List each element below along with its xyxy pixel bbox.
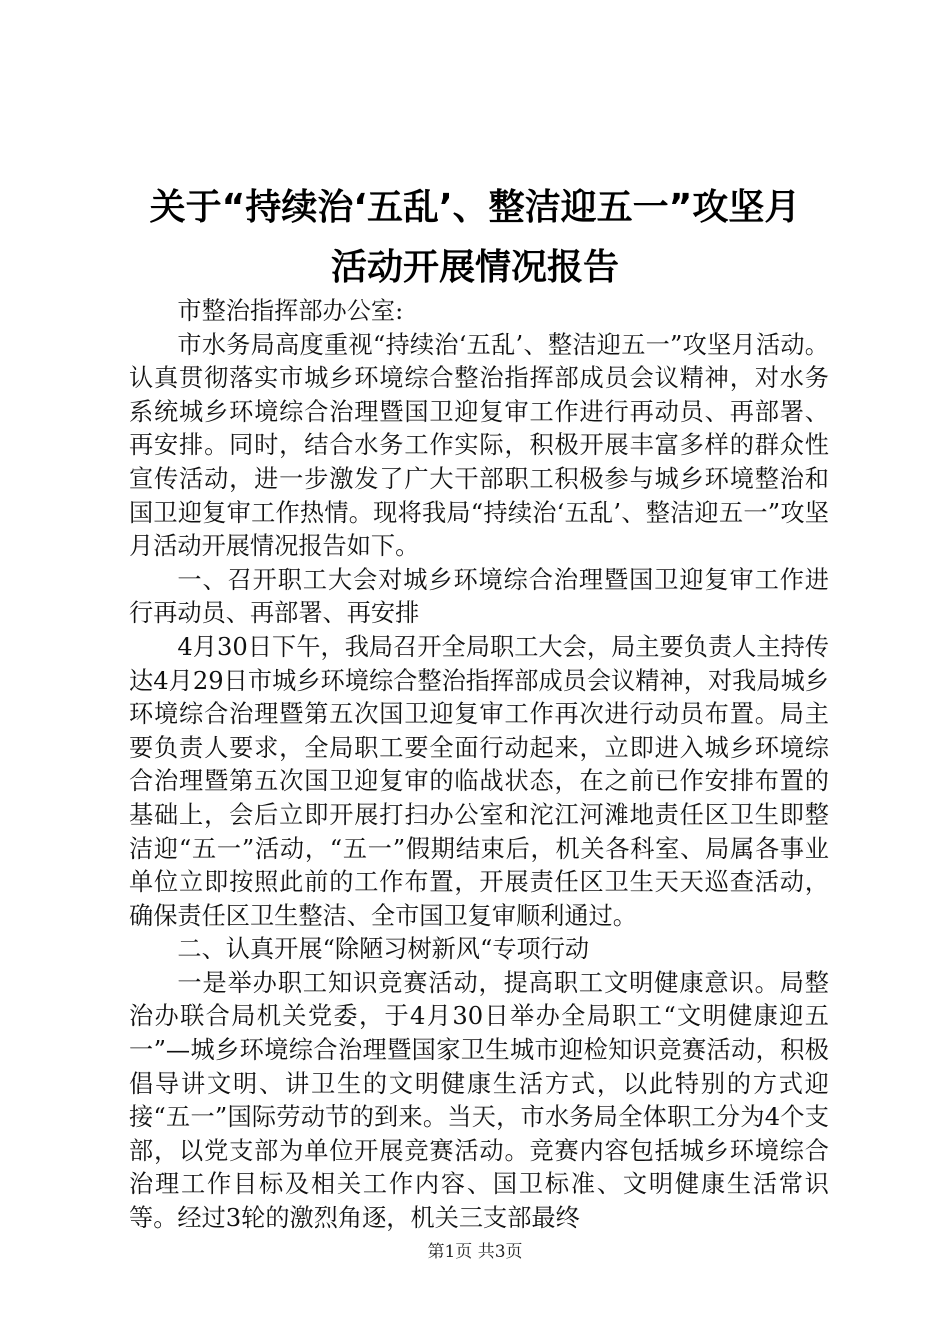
section-heading-1: 一、召开职工大会对城乡环境综合治理暨国卫迎复审工作进行再动员、再部署、再安排 <box>129 565 829 628</box>
document-title-line-1: 关于“持续治‘五乱’、整洁迎五一”攻坚月 <box>149 187 801 228</box>
document-title-line-2: 活动开展情况报告 <box>330 247 619 288</box>
intro-paragraph: 市水务局高度重视“持续治‘五乱’、整洁迎五一”攻坚月活动。认真贯彻落实市城乡环境综合整治指挥部成员会议精神，对水务系统城乡环境综合治理暨国卫迎复审工作进行再动员、再部署、再安排。同时，结合水务工作实际，积极开展丰富多样的群众性宣传活动，进一步激发了广大干部职工积极参与城乡环境整治和国卫迎复审工作热情。现将我局“持续治‘五乱’、整洁迎五一”攻坚月活动开展情况报告如下。 <box>129 330 829 561</box>
section-1-paragraph: 4月30日下午，我局召开全局职工大会，局主要负责人主持传达4月29日市城乡环境综合整治指挥部成员会议精神，对我局城乡环境综合治理暨第五次国卫迎复审工作再次进行动员布置。局主要负责人要求，全局职工要全面行动起来，立即进入城乡环境综合治理暨第五次国卫迎复审的临战状态，在之前已作安排布置的基础上，会后立即开展打扫办公室和沱江河滩地责任区卫生即整洁迎“五一”活动，“五一”假期结束后，机关各科室、局属各事业单位立即按照此前的工作布置，开展责任区卫生天天巡查活动，确保责任区卫生整洁、全市国卫复审顺利通过。 <box>129 632 829 930</box>
section-2-paragraph: 一是举办职工知识竞赛活动，提高职工文明健康意识。局整治办联合局机关党委，于4月30日举办全局职工“文明健康迎五一”—城乡环境综合治理暨国家卫生城市迎检知识竞赛活动，积极倡导讲文明、讲卫生的文明健康生活方式，以此特别的方式迎接“五一”国际劳动节的到来。当天，市水务局全体职工分为4个支部，以党支部为单位开展竞赛活动。竞赛内容包括城乡环境综合治理工作目标及相关工作内容、国卫标准、文明健康生活常识等。经过3轮的激烈角逐，机关三支部最终 <box>129 968 829 1233</box>
salutation: 市整治指挥部办公室: <box>177 297 404 325</box>
document-body <box>129 295 829 1236</box>
page-number-footer: 第1页 共3页 <box>427 1242 523 1262</box>
section-heading-2: 二、认真开展“除陋习树新风“专项行动 <box>177 935 590 964</box>
